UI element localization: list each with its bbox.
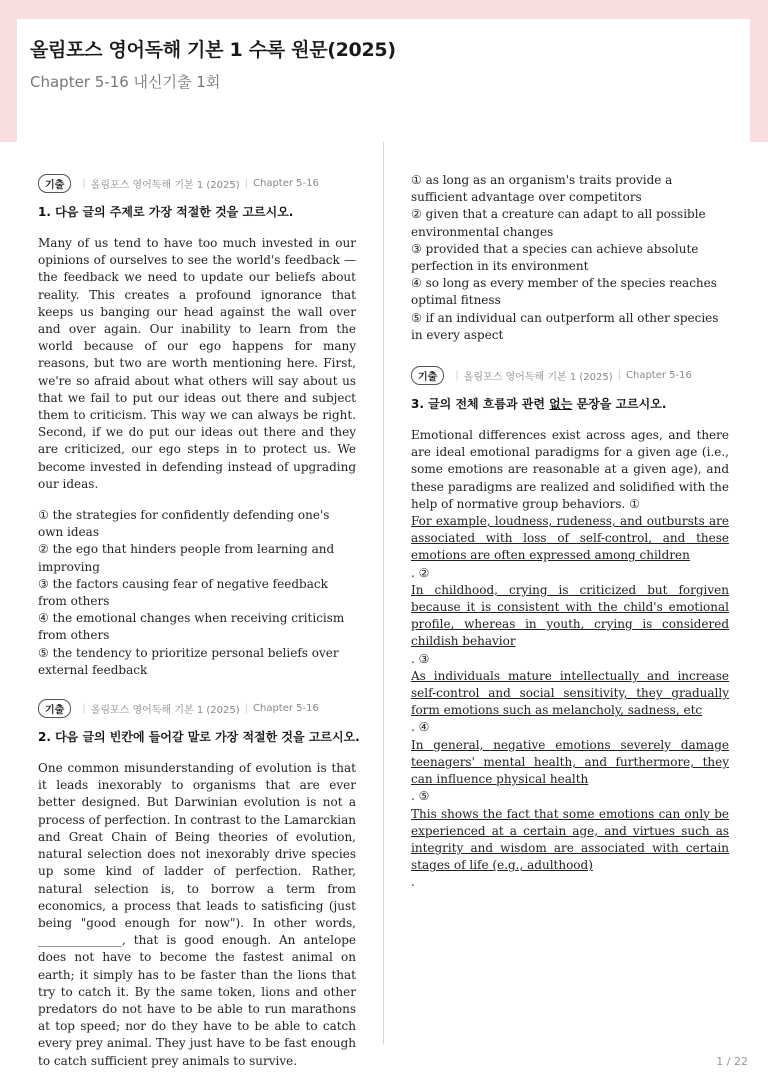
separator: | (82, 702, 86, 714)
question-passage (411, 427, 729, 891)
column-divider (383, 142, 384, 1044)
sentence-marker: . ③ (411, 651, 430, 666)
passage-intro: Emotional differences exist across ages, and there are ideal emotional paradigms for a given age (i.e., some emotions are reasonable at a given age), and these paradigms are realized and solidified with the help of normative group behaviors. ① (411, 428, 729, 511)
title-text: 3. 글의 전체 흐름과 관련 (411, 397, 550, 412)
choice-4[interactable]: ④ so long as every member of the species reaches optimal fitness (411, 276, 717, 308)
choice-5[interactable]: ⑤ the tendency to prioritize personal beliefs over external feedback (38, 645, 339, 677)
sentence-3: As individuals mature intellectually and increase self-control and social sensitivity, they gradually form emotions such as melancholy, sadness, etc (411, 668, 729, 718)
separator: | (617, 369, 622, 381)
question-passage: Many of us tend to have too much invested in our opinions of ourselves to see the world's feedback — the feedback we need to update our beliefs about reality. This creates a profound ignorance that keeps us banging our head against the wall over and over again. Our inability to learn from the world because of our ego happens for many reasons, but two are worth mentioning here. First, we're so afraid about what others will say about us that we fail to put our ideas out there and subject them to criticism. This way we can always be right. Second, if we do put our ideas out there and they are criticized, our ego steps in to protect us. We become invested in defending instead of upgrading our ideas. (38, 236, 356, 491)
answer-choices (411, 172, 729, 344)
question-3 (411, 366, 729, 891)
chapter-label: Chapter 5-16 (253, 702, 319, 714)
source-label: 올림포스 영어독해 기본 1 (2025) (90, 179, 240, 191)
sentence-marker: . ② (411, 565, 430, 580)
choice-4[interactable]: ④ the emotional changes when receiving criticism from others (38, 611, 345, 643)
question-tagline (38, 174, 356, 192)
choice-5[interactable]: ⑤ if an individual can outperform all other species in every aspect (411, 310, 719, 342)
sentence-marker: . ⑤ (411, 789, 430, 804)
question-2 (38, 699, 360, 1070)
separator: | (244, 177, 249, 189)
title-text: 문장을 고르시오. (572, 397, 667, 412)
chapter-label: Chapter 5-16 (626, 369, 692, 381)
gichul-badge: 기출 (38, 699, 71, 718)
sentence-marker: . ④ (411, 720, 430, 735)
question-title: 1. 다음 글의 주제로 가장 적절한 것을 고르시오. (38, 205, 294, 219)
title-emphasis: 없는 (549, 397, 573, 412)
choice-1[interactable]: ① the strategies for confidently defending one's own ideas (38, 508, 330, 540)
page-number: 1 / 22 (716, 1055, 748, 1068)
separator: | (82, 177, 86, 189)
left-column (38, 174, 360, 1070)
question-1 (38, 174, 356, 679)
answer-choices (38, 507, 356, 679)
sentence-1: For example, loudness, rudeness, and outbursts are associated with loss of self-control, and these emotions are often expressed among children (411, 514, 729, 563)
question-title: 2. 다음 글의 빈칸에 들어갈 말로 가장 적절한 것을 고르시오. (38, 730, 360, 745)
choice-1[interactable]: ① as long as an organism's traits provide a sufficient advantage over competitors (411, 173, 673, 205)
sentence-4: In general, negative emotions severely damage teenagers' mental health, and furthermore, they can influence physical health (411, 737, 729, 787)
question-title (411, 395, 729, 412)
source-label: 올림포스 영어독해 기본 1 (2025) (90, 704, 240, 716)
page-title: 올림포스 영어독해 기본 1 수록 원문(2025) (30, 39, 396, 61)
sentence-2: In childhood, crying is criticized but forgiven because it is consistent with the child's emotional profile, whereas in youth, crying is considered childish behavior (411, 582, 729, 649)
page-subtitle: Chapter 5-16 내신기출 1회 (30, 73, 221, 91)
separator: | (244, 702, 249, 714)
choice-2[interactable]: ② given that a creature can adapt to all possible environmental changes (411, 207, 706, 239)
question-passage: One common misunderstanding of evolution is that it leads inexorably to organisms that are ever better designed. But Darwinian evolution is not a process of perfection. In contrast to the Lamarckian and Great Chain of Being theories of evolution, natural selection does not inexorably drive species up some kind of ladder of perfection. Rather, natural selection is, to borrow a term from economics, a process that leads to satisficing (just being "good enough for now"). In other words, ______________, that is good enough. An antelope does not have to become the fastest animal on earth; it simply has to be faster than the lions that try to catch it. By the same token, lions and other predators do not have to be able to run marathons at top speed; nor do they have to be able to catch every prey animal. They just have to be fast enough to catch sufficient prey animals to survive. (38, 761, 356, 1068)
separator: | (455, 369, 459, 381)
question-tagline (411, 366, 729, 384)
sentence-5: This shows the fact that some emotions can only be experienced at a certain age, and virtues such as integrity and wisdom are associated with certain stages of life (e.g., adulthood) (411, 806, 729, 873)
source-label: 올림포스 영어독해 기본 1 (2025) (463, 371, 613, 383)
question-tagline (38, 699, 356, 717)
choice-3[interactable]: ③ provided that a species can achieve absolute perfection in its environment (411, 241, 699, 274)
sentence-marker: . (411, 875, 415, 890)
gichul-badge: 기출 (411, 366, 444, 385)
right-column (411, 172, 729, 892)
choice-2[interactable]: ② the ego that hinders people from learning and improving (38, 542, 335, 574)
chapter-label: Chapter 5-16 (253, 177, 319, 189)
choice-3[interactable]: ③ the factors causing fear of negative feedback from others (38, 576, 328, 609)
gichul-badge: 기출 (38, 174, 71, 193)
